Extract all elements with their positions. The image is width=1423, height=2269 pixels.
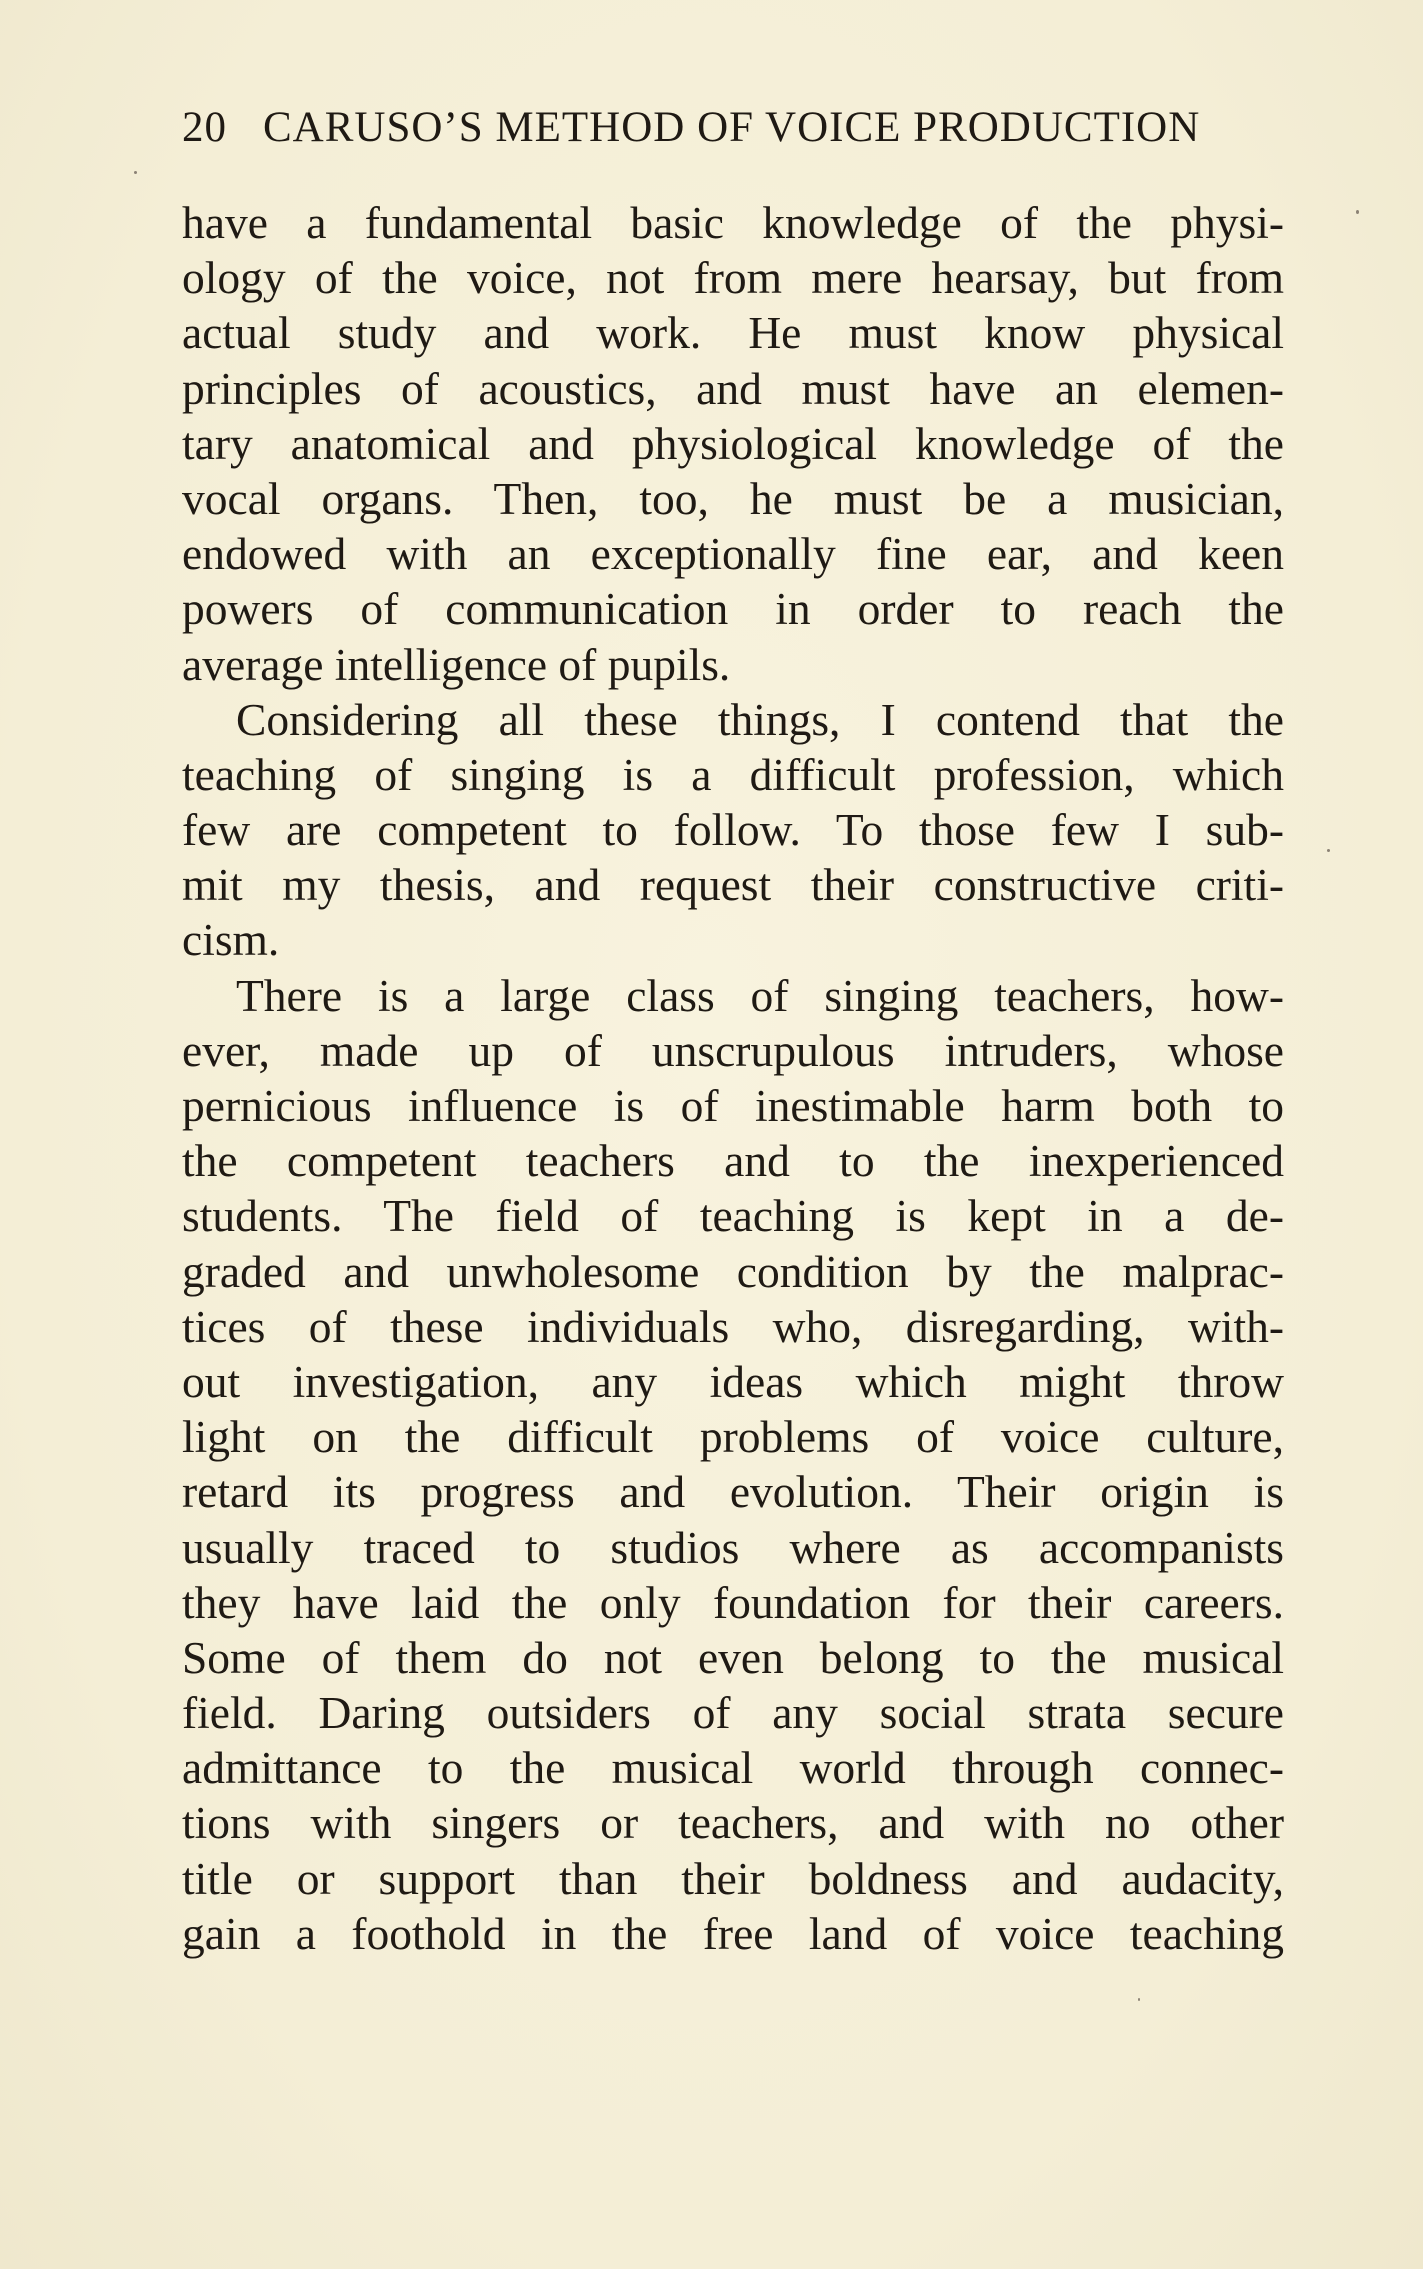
page-number: 20 (182, 104, 227, 151)
text-line: admittance to the musical world through connec- (182, 1742, 1284, 1794)
paragraph-2 (182, 692, 1284, 968)
paragraph-3 (182, 968, 1284, 1961)
text-line: Some of them do not even belong to the musical (182, 1631, 1284, 1683)
text-line: principles of acoustics, and must have an elemen- (182, 362, 1284, 414)
running-title: CARUSO’S METHOD OF VOICE PRODUCTION (263, 104, 1201, 151)
scan-speck (134, 171, 137, 174)
paragraph-1 (182, 195, 1284, 692)
scan-speck (1356, 210, 1359, 214)
text-line: field. Daring outsiders of any social strata secure (182, 1687, 1284, 1739)
text-line: students. The field of teaching is kept in a de- (182, 1190, 1284, 1242)
text-line: ever, made up of unscrupulous intruders, whose (182, 1024, 1284, 1076)
text-line: title or support than their boldness and audacity, (182, 1852, 1284, 1904)
text-line: teaching of singing is a difficult profession, which (182, 748, 1284, 800)
text-line: average intelligence of pupils. (182, 638, 731, 690)
text-line: graded and unwholesome condition by the malprac- (182, 1245, 1284, 1297)
text-line: tices of these individuals who, disregarding, with- (182, 1300, 1284, 1352)
text-line: the competent teachers and to the inexperienced (182, 1135, 1284, 1187)
text-line: retard its progress and evolution. Their origin is (182, 1466, 1284, 1518)
text-line: vocal organs. Then, too, he must be a musician, (182, 472, 1284, 524)
text-line: pernicious influence is of inestimable harm both to (182, 1080, 1284, 1131)
text-line: ology of the voice, not from mere hearsay, but from (182, 252, 1284, 304)
text-line: Considering all these things, I contend that the (236, 693, 1284, 745)
text-line: actual study and work. He must know physical (182, 307, 1284, 359)
text-line: powers of communication in order to reach the (182, 583, 1284, 635)
running-header (182, 98, 1262, 158)
text-line: There is a large class of singing teachers, how- (236, 969, 1284, 1021)
text-line: usually traced to studios where as accompanists (182, 1521, 1284, 1573)
text-line: they have laid the only foundation for their careers. (182, 1576, 1284, 1628)
text-line: have a fundamental basic knowledge of the physi- (182, 197, 1284, 248)
text-line: light on the difficult problems of voice culture, (182, 1411, 1284, 1463)
body-text (182, 195, 1284, 1961)
text-line: out investigation, any ideas which might throw (182, 1355, 1284, 1407)
text-line: gain a foothold in the free land of voice teaching (182, 1907, 1284, 1959)
text-line: tions with singers or teachers, and with no other (182, 1797, 1284, 1849)
scan-speck (1138, 1998, 1140, 2001)
scan-speck (1327, 849, 1330, 852)
text-line: cism. (182, 914, 280, 966)
text-line: tary anatomical and physiological knowledge of the (182, 417, 1284, 469)
text-line: mit my thesis, and request their constructive criti- (182, 859, 1284, 911)
text-line: endowed with an exceptionally fine ear, and keen (182, 528, 1284, 580)
text-line: few are competent to follow. To those few I sub- (182, 804, 1284, 856)
